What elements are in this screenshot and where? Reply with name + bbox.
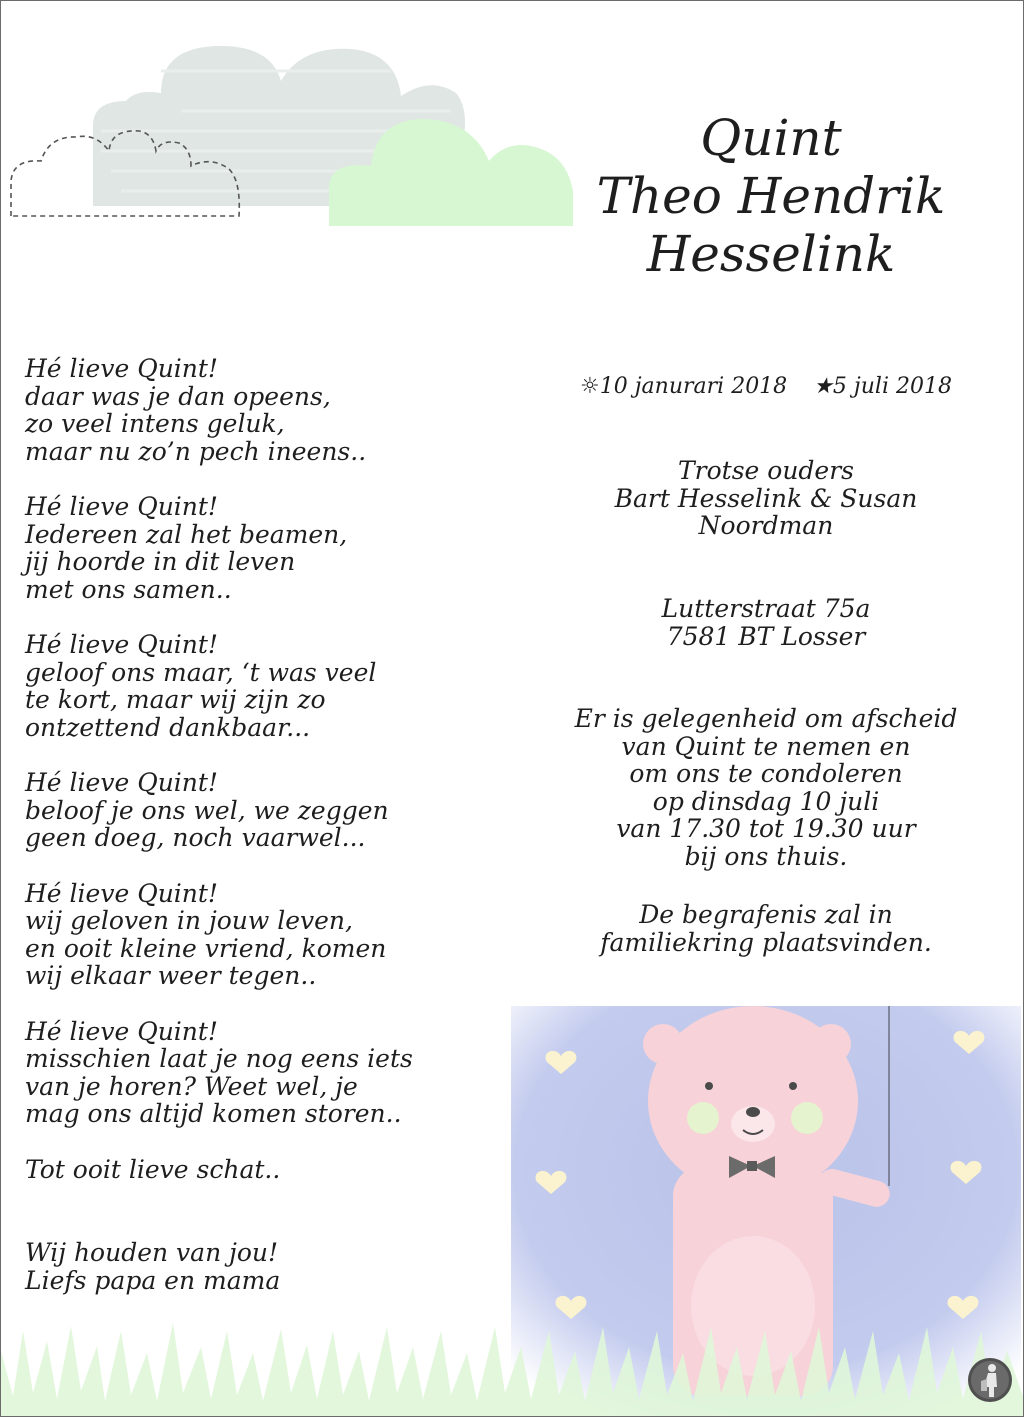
poem-line: wij elkaar weer tegen.. [25,961,317,990]
poem-stanza [25,880,495,990]
poem-stanza [25,1156,495,1184]
poem-line: wij geloven in jouw leven, [25,906,353,935]
poem-line: Tot ooit lieve schat.. [25,1154,281,1184]
poem-line: van je horen? Weet wel, je [25,1071,358,1101]
poem-line: ontzettend dankbaar... [25,712,311,742]
poem-line: geen doeg, noch vaarwel... [25,823,366,852]
poem-stanza [25,631,495,741]
notice-line: bij ons thuis. [684,841,848,871]
poem-stanza [25,493,495,603]
poem-stanza [25,1018,495,1128]
notice-line: van Quint te nemen en [621,731,911,761]
name-last: Hesselink [646,225,896,283]
parents-block [521,457,1011,540]
address-city: 7581 BT Losser [666,621,866,651]
parents-heading: Trotse ouders [677,456,855,485]
notice-line: van 17.30 tot 19.30 uur [616,814,916,843]
clouds-illustration [1,1,601,241]
poem-line: met ons samen.. [25,574,232,604]
poem-line: mag ons altijd komen storen.. [25,1099,402,1128]
poem-line: geloof ons maar, ‘t was veel [25,657,377,687]
birth-symbol: ☼ [580,374,600,399]
poem-line: misschien laat je nog eens iets [25,1044,413,1073]
death-symbol: ★ [813,374,833,399]
condolence-notice [521,705,1011,870]
address-street: Lutterstraat 75a [661,594,871,623]
name-middle: Theo Hendrik [596,167,946,225]
poem-line: en ooit kleine vriend, komen [25,933,387,963]
poem-line: Hé lieve Quint! [25,878,218,908]
poem-line: Iedereen zal het beamen, [25,519,348,549]
birth-date: 10 janurari 2018 [599,374,788,399]
poem-line: beloof je ons wel, we zeggen [25,795,389,825]
poem-line: Hé lieve Quint! [25,768,218,797]
deceased-name [561,109,981,283]
poem-line: zo veel intens geluk, [25,409,285,438]
poem-line: te kort, maar wij zijn zo [25,685,326,714]
funeral-line: familiekring plaatsvinden. [600,927,932,957]
poem-line: Hé lieve Quint! [25,1016,218,1046]
poem-line: jij hoorde in dit leven [25,547,296,576]
closing-line: Wij houden van jou! [25,1238,279,1267]
parents-names-cont: Noordman [698,511,834,540]
poem-line: maar nu zo’n pech ineens.. [25,436,367,466]
poem-line: Hé lieve Quint! [25,492,218,521]
poem [25,355,495,1294]
notice-line: op dinsdag 10 juli [652,786,880,816]
poem-line: Hé lieve Quint! [25,630,218,659]
poem-stanza [25,769,495,852]
poem-closing [25,1239,495,1294]
name-first: Quint [700,109,842,167]
parents-names: Bart Hesselink & Susan [614,483,918,513]
closing-signature: Liefs papa en mama [25,1265,281,1295]
address-block [521,595,1011,650]
logo-icon [967,1357,1013,1403]
funeral-notice [521,901,1011,956]
life-dates [521,373,1011,401]
bear-illustration [511,1006,1021,1416]
poem-line: daar was je dan opeens, [25,381,331,411]
poem-stanza [25,355,495,465]
poem-line: Hé lieve Quint! [25,354,218,383]
death-date: 5 juli 2018 [832,374,952,399]
notice-line: Er is gelegenheid om afscheid [574,704,958,733]
notice-line: om ons te condoleren [629,759,903,788]
funeral-line: De begrafenis zal in [639,900,893,929]
